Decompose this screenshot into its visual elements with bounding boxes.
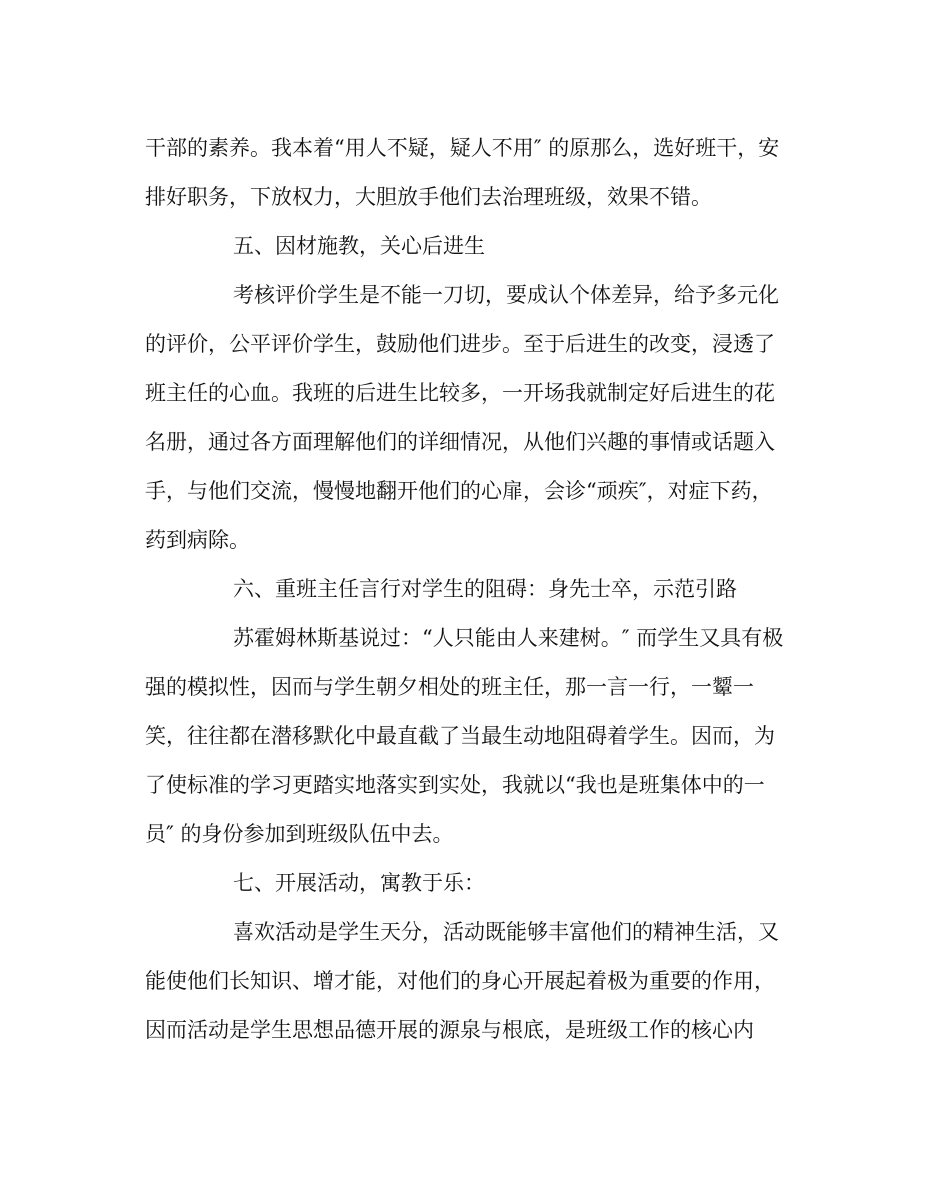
paragraph-line: 强的模拟性，因而与学生朝夕相处的班主任，那一言一行，一颦一 [145,675,754,699]
section-heading: 七、开展活动，寓教于乐： [233,871,485,895]
paragraph-line: 苏霍姆林斯基说过：“人只能由人来建树。″ 而学生又具有极 [233,626,784,650]
paragraph-line: 喜欢活动是学生天分，活动既能够丰富他们的精神生活，又 [233,920,779,944]
paragraph-line: 排好职务，下放权力，大胆放手他们去治理班级，效果不错。 [145,185,712,209]
paragraph-line: 员″ 的身份参加到班级队伍中去。 [145,822,454,846]
paragraph-line: 能使他们长知识、增才能，对他们的身心开展起着极为重要的作用， [145,969,775,993]
paragraph-line: 班主任的心血。我班的后进生比较多，一开场我就制定好后进生的花 [145,381,775,405]
paragraph-line: 因而活动是学生思想品德开展的源泉与根底，是班级工作的核心内 [145,1018,754,1042]
paragraph-line: 考核评价学生是不能一刀切，要成认个体差异，给予多元化 [233,283,779,307]
paragraph-line: 了使标准的学习更踏实地落实到实处，我就以“我也是班集体中的一 [145,773,765,797]
document-body [145,124,805,1055]
paragraph-line: 的评价，公平评价学生，鼓励他们进步。至于后进生的改变，浸透了 [145,332,775,356]
section-heading: 六、重班主任言行对学生的阻碍：身先士卒，示范引路 [233,577,737,601]
paragraph-line: 名册，通过各方面理解他们的详细情况，从他们兴趣的事情或话题入 [145,430,775,454]
paragraph-line: 药到病除。 [145,528,250,552]
paragraph-line: 手，与他们交流，慢慢地翻开他们的心扉，会诊“顽疾″，对症下药， [145,479,773,503]
paragraph-line: 笑，往往都在潜移默化中最直截了当最生动地阻碍着学生。因而，为 [145,724,775,748]
paragraph-line: 干部的素养。我本着“用人不疑，疑人不用″ 的原那么，选好班干，安 [145,136,780,160]
section-heading: 五、因材施教，关心后进生 [233,234,485,258]
